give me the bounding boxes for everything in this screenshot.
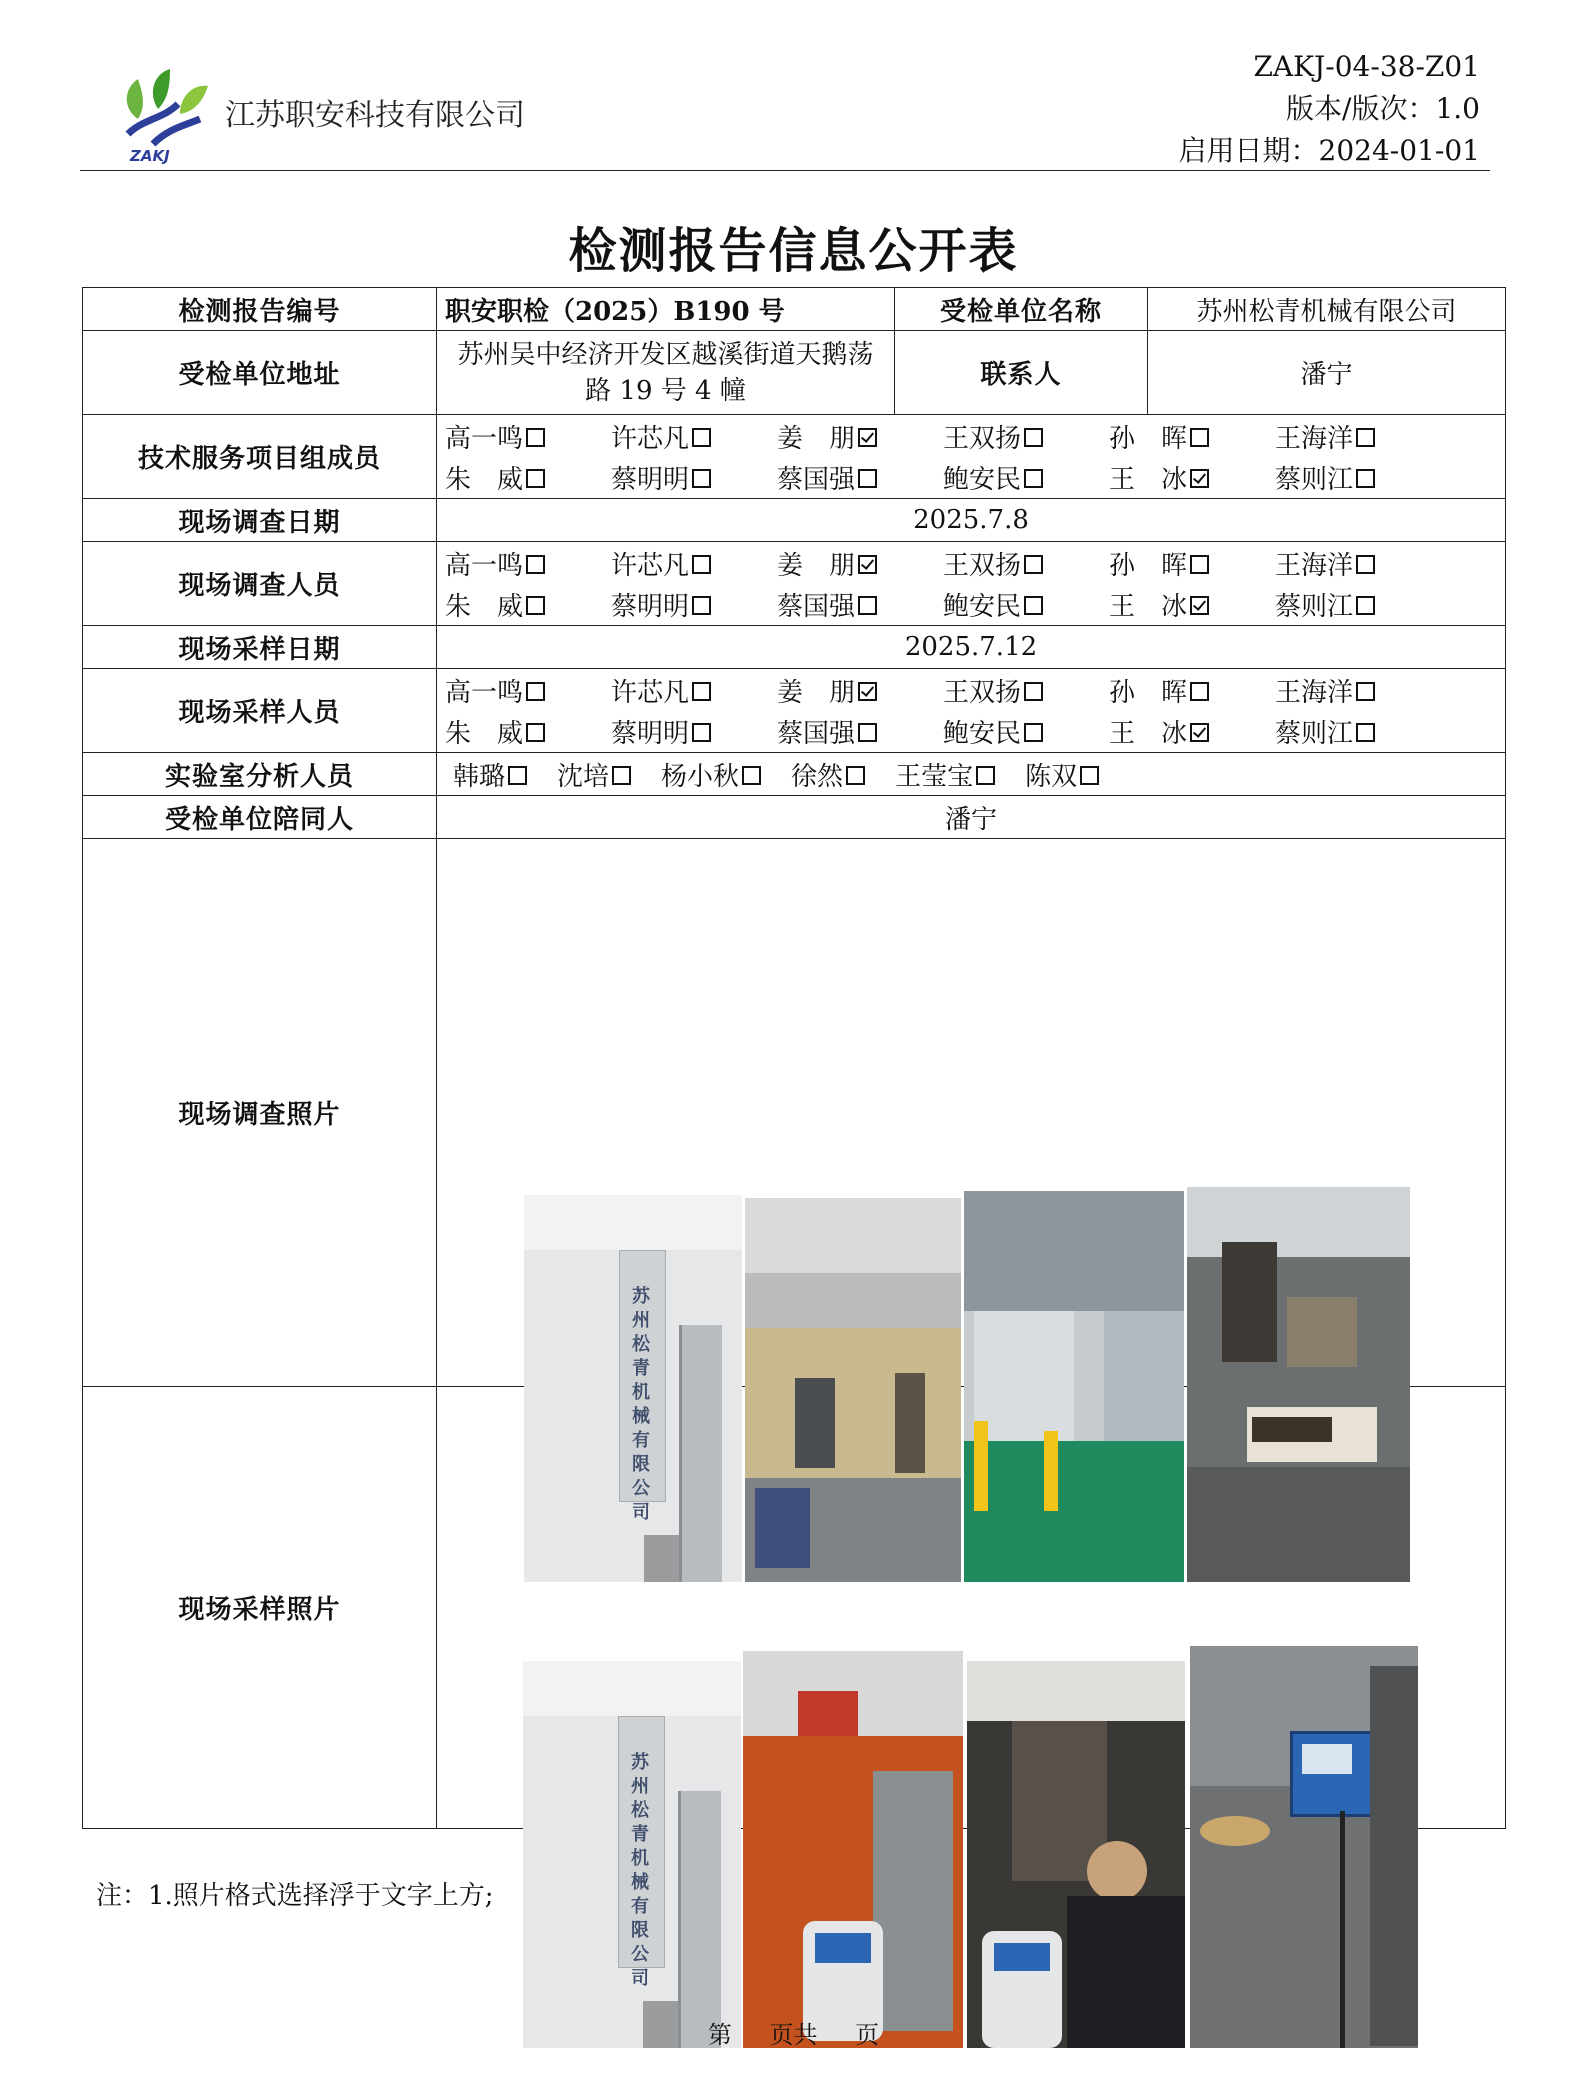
checked-box-icon[interactable] — [1190, 723, 1209, 742]
doc-code: ZAKJ-04-38-Z01 — [1253, 50, 1480, 83]
survey-photo-workshop — [745, 1198, 961, 1582]
person-name: 王双扬 — [943, 550, 1022, 581]
doc-version: 版本/版次：1.0 — [1286, 92, 1480, 125]
page-title: 检测报告信息公开表 — [568, 223, 1019, 279]
person-entry — [611, 672, 777, 709]
sampling-staff-label: 现场采样人员 — [83, 669, 437, 753]
page-footer: 第 页共 页 — [707, 2021, 880, 2049]
person-entry — [1275, 545, 1441, 582]
checkbox-icon[interactable] — [1024, 469, 1043, 488]
person-entry — [445, 713, 611, 750]
checked-box-icon[interactable] — [1190, 469, 1209, 488]
checkbox-icon[interactable] — [1356, 428, 1375, 447]
person-name: 姜 朋 — [777, 423, 856, 454]
checked-box-icon[interactable] — [858, 682, 877, 701]
report-no-label: 检测报告编号 — [83, 288, 437, 331]
sampling-photo-noise-meter — [743, 1651, 963, 2048]
lab-label: 实验室分析人员 — [83, 753, 437, 796]
person-entry — [1109, 586, 1275, 623]
person-name: 王 冰 — [1109, 591, 1188, 622]
person-name: 王海洋 — [1275, 550, 1354, 581]
person-entry — [1275, 586, 1441, 623]
table-row — [83, 753, 1506, 796]
checkbox-icon[interactable] — [692, 723, 711, 742]
doc-start-date: 启用日期：2024-01-01 — [1178, 134, 1480, 167]
people-row — [445, 543, 1497, 584]
checkbox-icon[interactable] — [1080, 766, 1099, 785]
survey-date: 2025.7.8 — [437, 499, 1506, 542]
facade-sign-text: 苏 州 松 青 机 械 有 限 公 司 — [632, 1285, 650, 1523]
person-name: 蔡明明 — [611, 464, 690, 495]
person-entry — [777, 713, 943, 750]
facade-sign-text: 苏 州 松 青 机 械 有 限 公 司 — [631, 1751, 649, 1989]
person-name: 朱 威 — [445, 464, 524, 495]
person-name: 鲍安民 — [943, 464, 1022, 495]
person-entry — [943, 713, 1109, 750]
person-entry — [1275, 418, 1441, 455]
person-entry — [943, 586, 1109, 623]
person-entry — [1109, 672, 1275, 709]
person-entry — [1275, 713, 1441, 750]
checked-box-icon[interactable] — [858, 428, 877, 447]
checkbox-icon[interactable] — [1190, 555, 1209, 574]
person-name: 王 冰 — [1109, 464, 1188, 495]
zakj-logo-icon — [108, 64, 218, 164]
person-name: 孙 晖 — [1109, 677, 1188, 708]
lab-person — [791, 756, 865, 793]
svg-text:ZAKJ: ZAKJ — [130, 147, 170, 164]
table-row — [83, 415, 1506, 499]
company-name: 江苏职安科技有限公司 — [225, 98, 525, 133]
checkbox-icon[interactable] — [858, 596, 877, 615]
unit-name: 苏州松青机械有限公司 — [1148, 288, 1506, 331]
checkbox-icon[interactable] — [1024, 555, 1043, 574]
people-row — [445, 670, 1497, 711]
checkbox-icon[interactable] — [1024, 682, 1043, 701]
person-entry — [1109, 459, 1275, 496]
person-name: 陈双 — [1025, 761, 1078, 792]
table-row — [83, 669, 1506, 753]
person-name: 蔡则江 — [1275, 464, 1354, 495]
person-name: 孙 晖 — [1109, 423, 1188, 454]
sampling-date-label: 现场采样日期 — [83, 626, 437, 669]
table-row — [83, 796, 1506, 839]
survey-date-label: 现场调查日期 — [83, 499, 437, 542]
person-entry — [445, 672, 611, 709]
person-name: 许芯凡 — [611, 423, 690, 454]
person-name: 沈培 — [557, 761, 610, 792]
person-entry — [445, 586, 611, 623]
escort: 潘宁 — [437, 796, 1506, 839]
person-name: 徐然 — [791, 761, 844, 792]
person-name: 鲍安民 — [943, 591, 1022, 622]
people-row — [445, 711, 1497, 752]
sampling-photo-facade — [523, 1661, 741, 2048]
checkbox-icon[interactable] — [526, 682, 545, 701]
team-members — [437, 415, 1506, 499]
checked-box-icon[interactable] — [858, 555, 877, 574]
checkbox-icon[interactable] — [1356, 469, 1375, 488]
person-name: 蔡明明 — [611, 718, 690, 749]
person-name: 韩璐 — [453, 761, 506, 792]
person-entry — [445, 545, 611, 582]
person-name: 王 冰 — [1109, 718, 1188, 749]
table-row — [83, 331, 1506, 415]
survey-photo-green-floor — [964, 1191, 1184, 1582]
person-name: 高一鸣 — [445, 677, 524, 708]
people-row — [445, 416, 1497, 457]
checkbox-icon[interactable] — [846, 766, 865, 785]
person-name: 姜 朋 — [777, 550, 856, 581]
person-entry — [1275, 459, 1441, 496]
person-name: 王海洋 — [1275, 677, 1354, 708]
person-name: 蔡则江 — [1275, 718, 1354, 749]
person-entry — [777, 459, 943, 496]
checkbox-icon[interactable] — [526, 555, 545, 574]
person-name: 王双扬 — [943, 677, 1022, 708]
address: 苏州吴中经济开发区越溪街道天鹅荡路 19 号 4 幢 — [437, 331, 895, 415]
lab-staff-list — [453, 756, 1497, 793]
person-name: 许芯凡 — [611, 677, 690, 708]
checkbox-icon[interactable] — [1024, 428, 1043, 447]
person-entry — [777, 545, 943, 582]
person-entry — [777, 418, 943, 455]
checkbox-icon[interactable] — [526, 723, 545, 742]
checkbox-icon[interactable] — [692, 596, 711, 615]
checkbox-icon[interactable] — [1190, 428, 1209, 447]
person-name: 朱 威 — [445, 718, 524, 749]
lab-person — [895, 756, 995, 793]
checkbox-icon[interactable] — [508, 766, 527, 785]
person-entry — [1109, 418, 1275, 455]
person-entry — [611, 586, 777, 623]
survey-photo-facade — [524, 1195, 742, 1582]
person-name: 王海洋 — [1275, 423, 1354, 454]
survey-photos-label: 现场调查照片 — [83, 839, 437, 1387]
person-name: 高一鸣 — [445, 423, 524, 454]
checkbox-icon[interactable] — [692, 428, 711, 447]
person-name: 蔡国强 — [777, 591, 856, 622]
person-entry — [1109, 545, 1275, 582]
sampling-staff — [437, 669, 1506, 753]
person-name: 许芯凡 — [611, 550, 690, 581]
checkbox-icon[interactable] — [1024, 596, 1043, 615]
lab-person — [453, 756, 527, 793]
person-entry — [1109, 713, 1275, 750]
checkbox-icon[interactable] — [858, 723, 877, 742]
person-entry — [611, 713, 777, 750]
people-row — [445, 457, 1497, 498]
contact-label: 联系人 — [895, 331, 1148, 415]
checkbox-icon[interactable] — [612, 766, 631, 785]
person-name: 杨小秋 — [661, 761, 740, 792]
people-row — [445, 584, 1497, 625]
sampling-photo-press-worker — [967, 1661, 1185, 2048]
person-entry — [943, 418, 1109, 455]
survey-photos — [437, 839, 1506, 1523]
checkbox-icon[interactable] — [1356, 596, 1375, 615]
checkbox-icon[interactable] — [858, 469, 877, 488]
survey-staff-label: 现场调查人员 — [83, 542, 437, 626]
escort-label: 受检单位陪同人 — [83, 796, 437, 839]
checkbox-icon[interactable] — [742, 766, 761, 785]
unit-name-label: 受检单位名称 — [895, 288, 1148, 331]
person-name: 鲍安民 — [943, 718, 1022, 749]
person-name: 蔡国强 — [777, 718, 856, 749]
table-row — [83, 839, 1506, 1387]
lab-person — [661, 756, 761, 793]
footnote: 注：1.照片格式选择浮于文字上方; — [96, 1881, 494, 1911]
person-name: 孙 晖 — [1109, 550, 1188, 581]
person-name: 朱 威 — [445, 591, 524, 622]
person-entry — [943, 545, 1109, 582]
checkbox-icon[interactable] — [526, 469, 545, 488]
checkbox-icon[interactable] — [1356, 682, 1375, 701]
person-entry — [943, 459, 1109, 496]
checkbox-icon[interactable] — [1024, 723, 1043, 742]
person-entry — [611, 545, 777, 582]
person-entry — [445, 459, 611, 496]
address-label: 受检单位地址 — [83, 331, 437, 415]
sampling-date: 2025.7.12 — [437, 626, 1506, 669]
page-header — [80, 40, 1490, 171]
person-entry — [777, 672, 943, 709]
table-row — [83, 542, 1506, 626]
checkbox-icon[interactable] — [976, 766, 995, 785]
table-row — [83, 499, 1506, 542]
person-entry — [1275, 672, 1441, 709]
sampling-photo-dust-sampler — [1190, 1646, 1418, 2048]
person-name: 蔡国强 — [777, 464, 856, 495]
sampling-photos-label: 现场采样照片 — [83, 1387, 437, 1829]
table-row — [83, 626, 1506, 669]
table-row — [83, 288, 1506, 331]
lab-person — [557, 756, 631, 793]
survey-photo-machine-area — [1187, 1187, 1410, 1582]
checkbox-icon[interactable] — [692, 469, 711, 488]
document-meta — [1179, 46, 1480, 172]
team-label: 技术服务项目组成员 — [83, 415, 437, 499]
lab-staff — [437, 753, 1506, 796]
checked-box-icon[interactable] — [1190, 596, 1209, 615]
checkbox-icon[interactable] — [692, 682, 711, 701]
checkbox-icon[interactable] — [1356, 723, 1375, 742]
person-entry — [611, 459, 777, 496]
contact: 潘宁 — [1148, 331, 1506, 415]
checkbox-icon[interactable] — [526, 428, 545, 447]
person-entry — [445, 418, 611, 455]
checkbox-icon[interactable] — [1190, 682, 1209, 701]
survey-staff — [437, 542, 1506, 626]
checkbox-icon[interactable] — [526, 596, 545, 615]
person-name: 王双扬 — [943, 423, 1022, 454]
person-entry — [943, 672, 1109, 709]
checkbox-icon[interactable] — [692, 555, 711, 574]
person-name: 姜 朋 — [777, 677, 856, 708]
checkbox-icon[interactable] — [1356, 555, 1375, 574]
lab-person — [1025, 756, 1099, 793]
person-entry — [611, 418, 777, 455]
person-name: 王莹宝 — [895, 761, 974, 792]
report-no: 职安职检（2025）B190 号 — [437, 288, 895, 331]
person-name: 高一鸣 — [445, 550, 524, 581]
person-name: 蔡则江 — [1275, 591, 1354, 622]
person-entry — [777, 586, 943, 623]
person-name: 蔡明明 — [611, 591, 690, 622]
